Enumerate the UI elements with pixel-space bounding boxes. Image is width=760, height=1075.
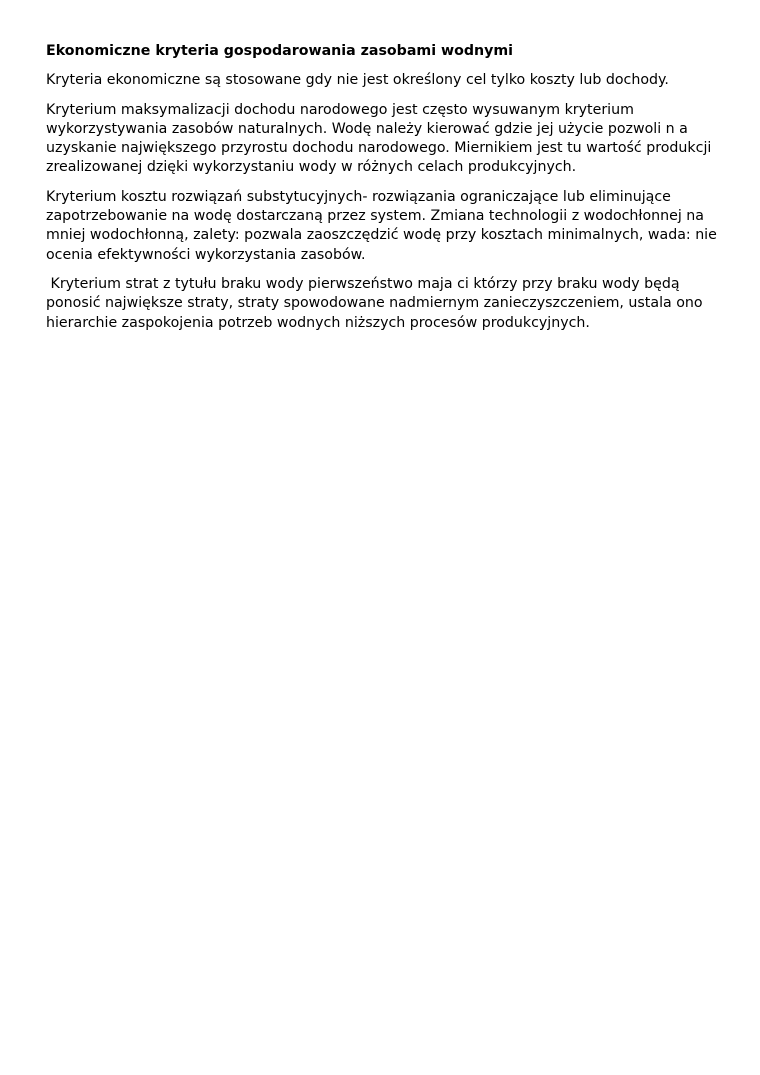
document-page bbox=[46, 42, 726, 343]
paragraph-4 bbox=[46, 275, 726, 333]
paragraph-line: Kryterium maksymalizacji dochodu narodowego jest często wysuwanym kryterium bbox=[46, 101, 634, 118]
paragraph-1 bbox=[46, 71, 726, 90]
paragraph-line: ponosić największe straty, straty spowodowane nadmiernym zanieczyszczeniem, ustala ono bbox=[46, 295, 703, 312]
paragraph-line: zapotrzebowanie na wodę dostarczaną przez system. Zmiana technologii z wodochłonnej na bbox=[46, 208, 704, 225]
paragraph-line: Kryterium kosztu rozwiązań substytucyjnych- rozwiązania ograniczające lub eliminujące bbox=[46, 188, 671, 205]
paragraph-line: hierarchie zaspokojenia potrzeb wodnych niższych procesów produkcyjnych. bbox=[46, 314, 590, 331]
paragraph-line: mniej wodochłonną, zalety: pozwala zaoszczędzić wodę przy kosztach minimalnych, wada: nie bbox=[46, 227, 717, 244]
paragraph-line: ocenia efektywności wykorzystania zasobów. bbox=[46, 246, 366, 263]
paragraph-line: wykorzystywania zasobów naturalnych. Wodę należy kierować gdzie jej użycie pozwoli n a bbox=[46, 120, 688, 137]
paragraph-2 bbox=[46, 101, 726, 178]
document-title: Ekonomiczne kryteria gospodarowania zasobami wodnymi bbox=[46, 43, 513, 59]
paragraph-line: Kryterium strat z tytułu braku wody pierwszeństwo maja ci którzy przy braku wody będą bbox=[46, 275, 680, 292]
paragraph-line: zrealizowanej dzięki wykorzystaniu wody w różnych celach produkcyjnych. bbox=[46, 159, 577, 176]
paragraph-line: Kryteria ekonomiczne są stosowane gdy nie jest określony cel tylko koszty lub dochody. bbox=[46, 72, 669, 89]
paragraph-line: uzyskanie największego przyrostu dochodu narodowego. Miernikiem jest tu wartość produkcji bbox=[46, 140, 712, 157]
paragraph-3 bbox=[46, 188, 726, 265]
